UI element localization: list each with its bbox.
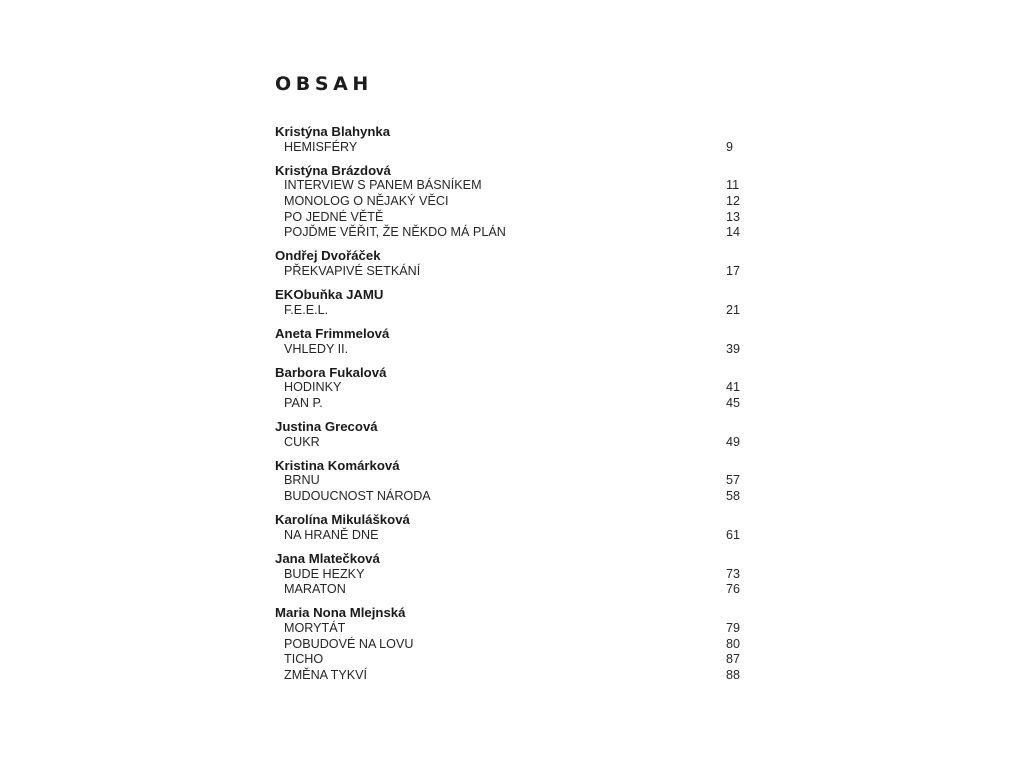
toc-entry: [275, 512, 745, 543]
work-title: PO JEDNÉ VĚTĚ: [284, 209, 384, 224]
work-row: [275, 637, 745, 653]
work-row: [275, 225, 745, 241]
work-row: [275, 194, 745, 210]
work-row: [275, 264, 745, 280]
work-title: F.E.E.L.: [284, 302, 329, 317]
work-title: INTERVIEW S PANEM BÁSNÍKEM: [284, 178, 482, 193]
page-number: 76: [726, 582, 741, 597]
page-number: 73: [726, 566, 741, 581]
work-title: TICHO: [284, 652, 324, 667]
page-number: 58: [726, 489, 741, 504]
work-row: [275, 140, 745, 156]
work-title: BUDOUCNOST NÁRODA: [284, 489, 431, 504]
toc-entry: [275, 163, 745, 241]
page-number: 11: [726, 178, 740, 193]
work-title: MONOLOG O NĚJAKÝ VĚCI: [284, 193, 449, 208]
work-title: MORYTÁT: [284, 620, 346, 635]
work-row: [275, 303, 745, 319]
author-name: Kristýna Blahynka: [275, 124, 391, 139]
toc-entry: [275, 326, 745, 357]
page-number: 14: [726, 225, 741, 240]
author-name: Kristina Komárková: [275, 457, 400, 473]
author-name: Aneta Frimmelová: [275, 325, 390, 341]
page-number: 13: [726, 209, 741, 224]
page-number: 9: [726, 139, 734, 154]
page-number: 88: [726, 667, 741, 682]
author-name: Barbora Fukalová: [275, 364, 387, 380]
work-row: [275, 435, 745, 451]
page-number: 80: [726, 636, 741, 651]
page-number: 12: [726, 193, 741, 208]
work-row: [275, 582, 745, 598]
work-title: BRNU: [284, 473, 320, 488]
toc-entry: [275, 248, 745, 279]
work-title: HEMISFÉRY: [284, 139, 358, 154]
work-title: CUKR: [284, 434, 320, 449]
page-number: 61: [726, 527, 741, 542]
work-title: PŘEKVAPIVÉ SETKÁNÍ: [284, 263, 421, 278]
toc-entry: [275, 124, 745, 155]
author-name: Kristýna Brázdová: [275, 162, 391, 178]
work-row: [275, 668, 745, 684]
work-title: PAN P.: [284, 395, 323, 410]
work-row: [275, 621, 745, 637]
work-title: VHLEDY II.: [284, 341, 349, 356]
author-name: EKObuňka JAMU: [275, 287, 384, 303]
page-title: OBSAH: [275, 73, 373, 95]
toc-entry: [275, 551, 745, 598]
work-title: NA HRANĚ DNE: [284, 527, 379, 542]
author-name: Karolína Mikulášková: [275, 512, 410, 528]
page-number: 17: [726, 263, 741, 278]
work-title: ZMĚNA TYKVÍ: [284, 667, 368, 682]
author-name: Jana Mlatečková: [275, 551, 380, 566]
page-number: 41: [726, 380, 741, 395]
work-title: BUDE HEZKY: [284, 566, 365, 581]
work-title: MARATON: [284, 582, 346, 597]
work-row: [275, 528, 745, 544]
toc-entry: [275, 458, 745, 505]
toc-entry: [275, 287, 745, 318]
toc-entry: [275, 419, 745, 450]
page-number: 57: [726, 473, 741, 488]
work-row: [275, 380, 745, 396]
page-number: 39: [726, 341, 741, 356]
toc-entry: [275, 365, 745, 412]
work-row: [275, 178, 745, 194]
work-row: [275, 652, 745, 668]
work-row: [275, 396, 745, 412]
author-name: Ondřej Dvořáček: [275, 248, 381, 264]
page-number: 21: [726, 302, 741, 317]
work-row: [275, 473, 745, 489]
table-of-contents: [275, 124, 745, 691]
work-title: POBUDOVÉ NA LOVU: [284, 636, 414, 651]
toc-entry: [275, 605, 745, 683]
work-row: [275, 489, 745, 505]
author-name: Maria Nona Mlejnská: [275, 605, 406, 621]
work-title: HODINKY: [284, 380, 342, 395]
work-row: [275, 342, 745, 358]
page-number: 49: [726, 434, 741, 449]
work-row: [275, 567, 745, 583]
work-row: [275, 210, 745, 226]
page-number: 79: [726, 620, 741, 635]
author-name: Justina Grecová: [275, 419, 378, 435]
page-number: 45: [726, 395, 741, 410]
work-title: POJĎME VĚŘIT, ŽE NĚKDO MÁ PLÁN: [284, 225, 506, 240]
page-number: 87: [726, 652, 741, 667]
